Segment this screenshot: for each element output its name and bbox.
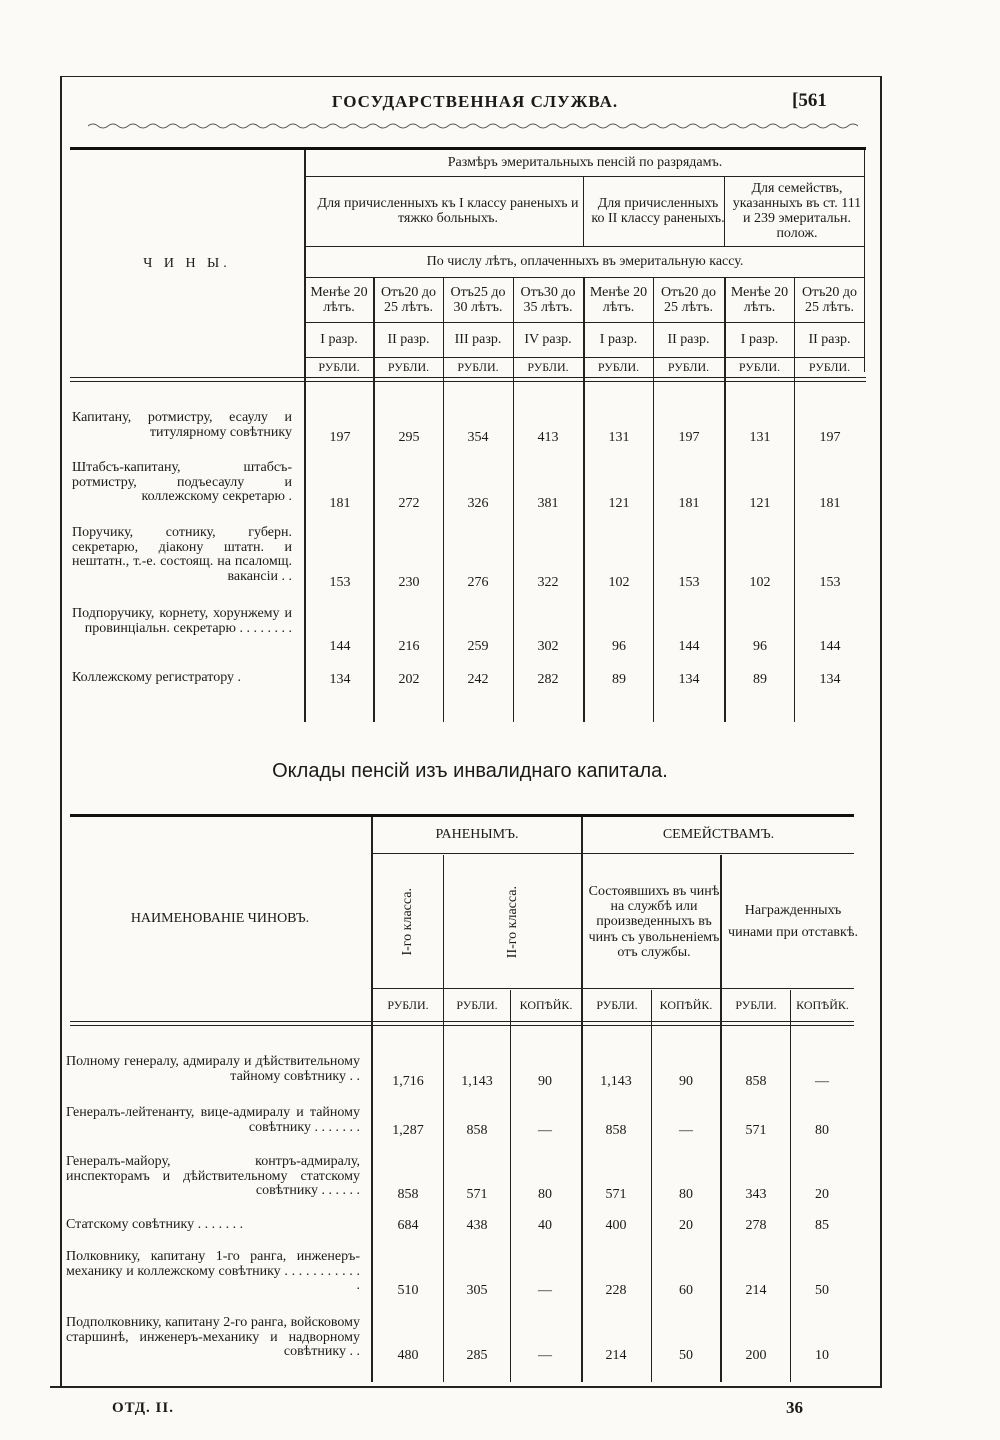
table-cell: 858 bbox=[745, 1074, 767, 1089]
table-cell: 20 bbox=[679, 1218, 693, 1233]
period-header: Отъ20 до 25 лѣтъ. bbox=[660, 284, 717, 315]
unit-label: РУБЛИ. bbox=[318, 360, 360, 375]
chiny-header: Ч И Н Ы. bbox=[143, 256, 231, 272]
table-cell: 282 bbox=[537, 672, 559, 687]
unit-label: РУБЛИ. bbox=[387, 360, 430, 375]
table-cell: 96 bbox=[612, 639, 626, 654]
unit-label: РУБЛИ. bbox=[808, 360, 851, 375]
table-cell: 259 bbox=[467, 639, 489, 654]
table-cell: 80 bbox=[815, 1123, 829, 1138]
table-cell: 326 bbox=[467, 496, 489, 511]
table-cell: 144 bbox=[678, 639, 700, 654]
razr-header: I разр. bbox=[599, 332, 638, 348]
table-cell: 272 bbox=[398, 496, 420, 511]
table-cell: 278 bbox=[745, 1218, 767, 1233]
table-cell: 134 bbox=[329, 672, 351, 687]
table-cell: 322 bbox=[537, 575, 559, 590]
table-cell: 20 bbox=[815, 1187, 829, 1202]
rank-label: Штабсъ-капитану, штабсъ-ротмистру, подъесаулу и коллежскому секретарю . bbox=[72, 460, 292, 505]
unit-label: РУБЛИ. bbox=[735, 998, 777, 1013]
unit-label: КОПѢЙК. bbox=[796, 998, 849, 1013]
table-cell: 214 bbox=[605, 1348, 627, 1363]
razr-header: II разр. bbox=[667, 332, 710, 348]
table-cell: 144 bbox=[819, 639, 841, 654]
unit-label: КОПѢЙК. bbox=[659, 998, 713, 1013]
table-cell: 571 bbox=[745, 1123, 767, 1138]
table-cell: 302 bbox=[537, 639, 559, 654]
razr-header: II разр. bbox=[808, 332, 851, 348]
table-cell: — bbox=[679, 1123, 693, 1138]
table-cell: 134 bbox=[678, 672, 700, 687]
table-cell: 1,143 bbox=[600, 1074, 632, 1089]
rank-label: Капитану, ротмистру, есаулу и титулярному совѣтнику bbox=[72, 410, 292, 440]
table-cell: 131 bbox=[749, 430, 771, 445]
table-cell: 242 bbox=[467, 672, 489, 687]
group-families: Для семействъ, указанныхъ въ ст. 111 и 239 эмеритальн. полож. bbox=[732, 180, 862, 242]
razr-header: III разр. bbox=[454, 332, 502, 348]
table-cell: 90 bbox=[538, 1074, 552, 1089]
table-cell: 1,716 bbox=[392, 1074, 424, 1089]
table-cell: 438 bbox=[466, 1218, 488, 1233]
table-cell: 102 bbox=[749, 575, 771, 590]
class2-header: II-го класса. bbox=[504, 885, 520, 959]
page-frame-top bbox=[60, 76, 882, 77]
rank-label: Полному генералу, адмиралу и дѣйствительному тайному совѣтнику . . bbox=[66, 1054, 360, 1084]
page-number-header: [561 bbox=[792, 90, 827, 111]
table-cell: 400 bbox=[605, 1218, 627, 1233]
page-frame-bottom bbox=[50, 1386, 882, 1388]
table-cell: 96 bbox=[753, 639, 767, 654]
table-cell: 80 bbox=[538, 1187, 552, 1202]
table-cell: 230 bbox=[398, 575, 420, 590]
razr-header: I разр. bbox=[740, 332, 779, 348]
table-cell: — bbox=[815, 1074, 829, 1089]
table-cell: 858 bbox=[397, 1187, 419, 1202]
table-cell: 50 bbox=[815, 1283, 829, 1298]
unit-label: РУБЛИ. bbox=[738, 360, 781, 375]
razr-header: I разр. bbox=[320, 332, 358, 348]
table-cell: 40 bbox=[538, 1218, 552, 1233]
unit-label: РУБЛИ. bbox=[457, 360, 499, 375]
table-cell: 181 bbox=[329, 496, 351, 511]
table-cell: 121 bbox=[749, 496, 771, 511]
table-cell: 89 bbox=[612, 672, 626, 687]
razr-header: IV разр. bbox=[524, 332, 572, 348]
class1-header: I-го класса. bbox=[400, 888, 416, 956]
table-cell: 480 bbox=[397, 1348, 419, 1363]
table-cell: 90 bbox=[679, 1074, 693, 1089]
table-cell: 80 bbox=[679, 1187, 693, 1202]
table-cell: 85 bbox=[815, 1218, 829, 1233]
unit-label: РУБЛИ. bbox=[527, 360, 569, 375]
table-cell: 121 bbox=[608, 496, 630, 511]
table-cell: 305 bbox=[466, 1283, 488, 1298]
rank-label: Статскому совѣтнику . . . . . . . bbox=[66, 1217, 244, 1232]
table-cell: 60 bbox=[679, 1283, 693, 1298]
group-class1: Для причисленныхъ къ I классу раненыхъ и тяжко больныхъ. bbox=[317, 195, 579, 226]
rank-label: Генералъ-лейтенанту, вице-адмиралу и тайному совѣтнику . . . . . . . bbox=[66, 1105, 360, 1135]
table-cell: 102 bbox=[608, 575, 630, 590]
table-cell: — bbox=[538, 1123, 552, 1138]
unit-label: РУБЛИ. bbox=[597, 360, 640, 375]
unit-label: РУБЛИ. bbox=[667, 360, 710, 375]
footer-page-number: 36 bbox=[786, 1398, 803, 1417]
ranenym-header: РАНЕНЫМЪ. bbox=[435, 827, 519, 843]
table-cell: — bbox=[538, 1283, 552, 1298]
page-frame-left bbox=[60, 76, 62, 1388]
table-cell: 144 bbox=[329, 639, 351, 654]
table-cell: 571 bbox=[605, 1187, 627, 1202]
wavy-divider bbox=[88, 122, 858, 130]
period-header: Отъ30 до 35 лѣтъ. bbox=[520, 284, 576, 315]
table-cell: 202 bbox=[398, 672, 420, 687]
rank-label: Коллежскому регистратору . bbox=[72, 670, 242, 685]
table-cell: 1,143 bbox=[461, 1074, 493, 1089]
rank-label: Поручику, сотнику, губерн. секретарю, діакону штатн. и нештатн., т.-е. состоящ. на псаломщ. вакансіи . . bbox=[72, 525, 292, 585]
table-cell: 684 bbox=[397, 1218, 419, 1233]
table-cell: 197 bbox=[819, 430, 841, 445]
table-cell: 858 bbox=[605, 1123, 627, 1138]
period-header: Менѣе 20 лѣтъ. bbox=[730, 284, 789, 315]
period-header: Менѣе 20 лѣтъ. bbox=[310, 284, 368, 315]
unit-label: РУБЛИ. bbox=[456, 998, 498, 1013]
table-cell: 276 bbox=[467, 575, 489, 590]
years-header: По числу лѣтъ, оплаченныхъ въ эмеритальную кассу. bbox=[426, 254, 744, 270]
nagrazhdennykh-header: Награжденныхъ чинами при отставкѣ. bbox=[728, 902, 858, 940]
unit-label: РУБЛИ. bbox=[596, 998, 638, 1013]
rank-label: Полковнику, капитану 1-го ранга, инженеръ-механику и коллежскому совѣтнику . . . . . . . . . . . . bbox=[66, 1249, 360, 1294]
table-cell: 228 bbox=[605, 1283, 627, 1298]
table-cell: 216 bbox=[398, 639, 420, 654]
table-cell: 153 bbox=[678, 575, 700, 590]
emerital-header: Размѣръ эмеритальныхъ пенсій по разрядамъ. bbox=[447, 155, 723, 171]
table-cell: 89 bbox=[753, 672, 767, 687]
table-cell: 153 bbox=[329, 575, 351, 590]
table-cell: 197 bbox=[678, 430, 700, 445]
table-cell: 510 bbox=[397, 1283, 419, 1298]
period-header: Отъ25 до 30 лѣтъ. bbox=[450, 284, 506, 315]
unit-label: РУБЛИ. bbox=[387, 998, 429, 1013]
table-cell: 858 bbox=[466, 1123, 488, 1138]
table-cell: 181 bbox=[819, 496, 841, 511]
razr-header: II разр. bbox=[387, 332, 430, 348]
table-cell: 197 bbox=[329, 430, 351, 445]
table-cell: 285 bbox=[466, 1348, 488, 1363]
table-cell: — bbox=[538, 1348, 552, 1363]
unit-label: КОПѢЙК. bbox=[519, 998, 573, 1013]
table-cell: 571 bbox=[466, 1187, 488, 1202]
name-header: НАИМЕНОВАНІЕ ЧИНОВЪ. bbox=[130, 911, 310, 927]
section-title: Оклады пенсій изъ инвалиднаго капитала. bbox=[272, 760, 668, 782]
period-header: Отъ20 до 25 лѣтъ. bbox=[380, 284, 437, 315]
table-cell: 50 bbox=[679, 1348, 693, 1363]
table-cell: 214 bbox=[745, 1283, 767, 1298]
table-cell: 354 bbox=[467, 430, 489, 445]
table-cell: 295 bbox=[398, 430, 420, 445]
rank-label: Подполковнику, капитану 2-го ранга, войсковому старшинѣ, инженеръ-механику и надворному совѣтнику . . bbox=[66, 1315, 360, 1360]
table-cell: 131 bbox=[608, 430, 630, 445]
semeistvam-header: СЕМЕЙСТВАМЪ. bbox=[662, 827, 775, 843]
table-cell: 413 bbox=[537, 430, 559, 445]
table-cell: 200 bbox=[745, 1348, 767, 1363]
table-cell: 134 bbox=[819, 672, 841, 687]
sostoyavshikh-header: Состоявшихъ въ чинѣ на службѣ или произведенныхъ въ чинъ съ увольненіемъ отъ службы. bbox=[588, 884, 720, 960]
table-cell: 181 bbox=[678, 496, 700, 511]
group-class2: Для причисленныхъ ко II классу раненыхъ. bbox=[591, 195, 725, 226]
page-frame-right bbox=[880, 76, 882, 1388]
table-cell: 153 bbox=[819, 575, 841, 590]
table-cell: 1,287 bbox=[392, 1123, 424, 1138]
rank-label: Генералъ-майору, контръ-адмиралу, инспекторамъ и дѣйствительному статскому совѣтнику . . . . . . bbox=[66, 1154, 360, 1199]
page-header-title: ГОСУДАРСТВЕННАЯ СЛУЖВА. bbox=[331, 92, 619, 111]
table-cell: 381 bbox=[537, 496, 559, 511]
table-cell: 343 bbox=[745, 1187, 767, 1202]
footer-section: ОТД. II. bbox=[112, 1400, 174, 1416]
rank-label: Подпоручику, корнету, хорунжему и провинціальн. секретарю . . . . . . . . bbox=[72, 606, 292, 636]
period-header: Отъ20 до 25 лѣтъ. bbox=[801, 284, 858, 315]
table-cell: 10 bbox=[815, 1348, 829, 1363]
period-header: Менѣе 20 лѣтъ. bbox=[589, 284, 648, 315]
